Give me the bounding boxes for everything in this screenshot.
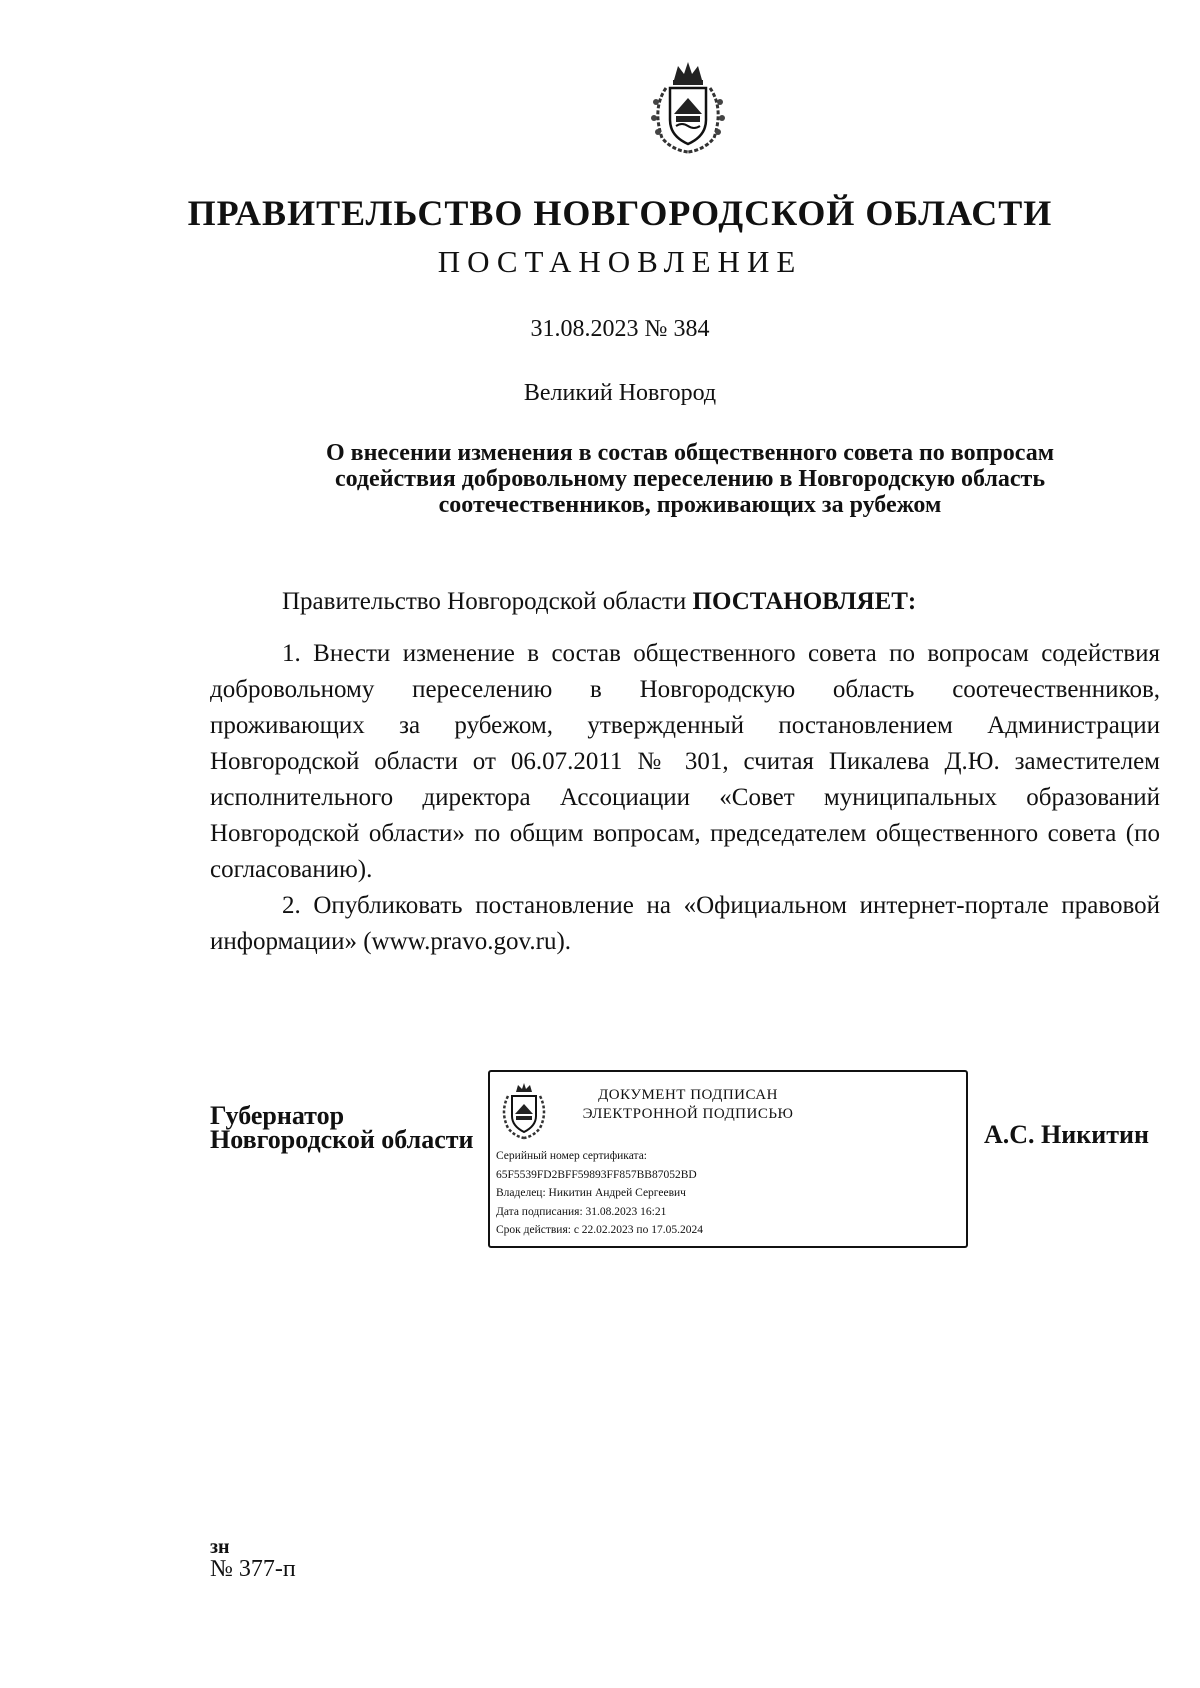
signatory-title-line: Губернатор — [210, 1101, 345, 1130]
certificate-owner: Владелец: Никитин Андрей Сергеевич — [496, 1187, 686, 1199]
certificate-validity: Срок действия: с 22.02.2023 по 17.05.2024 — [496, 1224, 703, 1236]
stamp-certificate-info — [496, 1147, 703, 1240]
stamp-heading-line: ЭЛЕКТРОННОЙ ПОДПИСЬЮ — [582, 1106, 794, 1122]
coat-of-arms-icon — [498, 1082, 550, 1140]
signatory-name: А.С. Никитин — [984, 1120, 1149, 1149]
document-subject — [240, 440, 1140, 518]
document-city: Великий Новгород — [523, 380, 717, 406]
decree-item-1: 1. Внести изменение в состав общественного совета по вопросам содействия добровольному переселению в Новгородскую область соотечественников, проживающих за рубежом, утвержденный постановлением Администрации Новгородской области от 06.07.2011 № 301, считая Пикалева Д.Ю. заместителем исполнительного директора Ассоциации «Совет муниципальных образований Новгородской области» по общим вопросам, председателем общественного совета (по согласованию). — [210, 640, 1160, 883]
preamble-text: Правительство Новгородской области — [282, 588, 693, 615]
subject-line: содействия добровольному переселению в Новгородскую область — [334, 466, 1046, 492]
decree-item-2: 2. Опубликовать постановление на «Официальном интернет-портале правовой информации» (www.pravo.gov.ru). — [210, 892, 1160, 955]
signing-date: Дата подписания: 31.08.2023 16:21 — [496, 1205, 667, 1218]
subject-line: соотечественников, проживающих за рубежом — [438, 492, 942, 518]
certificate-serial-label: Серийный номер сертификата: — [496, 1150, 647, 1162]
certificate-serial-value: 65F5539FD2BFF59893FF857BB87052BD — [496, 1168, 697, 1181]
document-type: ПОСТАНОВЛЕНИЕ — [437, 244, 803, 279]
signatory-title-line: Новгородской области — [210, 1125, 474, 1154]
coat-of-arms-icon — [642, 58, 734, 156]
stamp-heading-line: ДОКУМЕНТ ПОДПИСАН — [598, 1087, 778, 1103]
electronic-signature-stamp — [488, 1070, 968, 1248]
signatory-title — [210, 1101, 474, 1154]
preamble-decree: ПОСТАНОВЛЯЕТ: — [692, 588, 917, 615]
document-date-number: 31.08.2023 № 384 — [530, 316, 710, 342]
footer-number: № 377-п — [210, 1556, 296, 1582]
stamp-heading — [566, 1086, 810, 1124]
organization-title: ПРАВИТЕЛЬСТВО НОВГОРОДСКОЙ ОБЛАСТИ — [187, 193, 1053, 233]
subject-line: О внесении изменения в состав общественного совета по вопросам — [325, 440, 1055, 466]
footer-code: зн — [210, 1536, 230, 1558]
preamble — [282, 588, 916, 616]
document-footer — [210, 1536, 296, 1580]
